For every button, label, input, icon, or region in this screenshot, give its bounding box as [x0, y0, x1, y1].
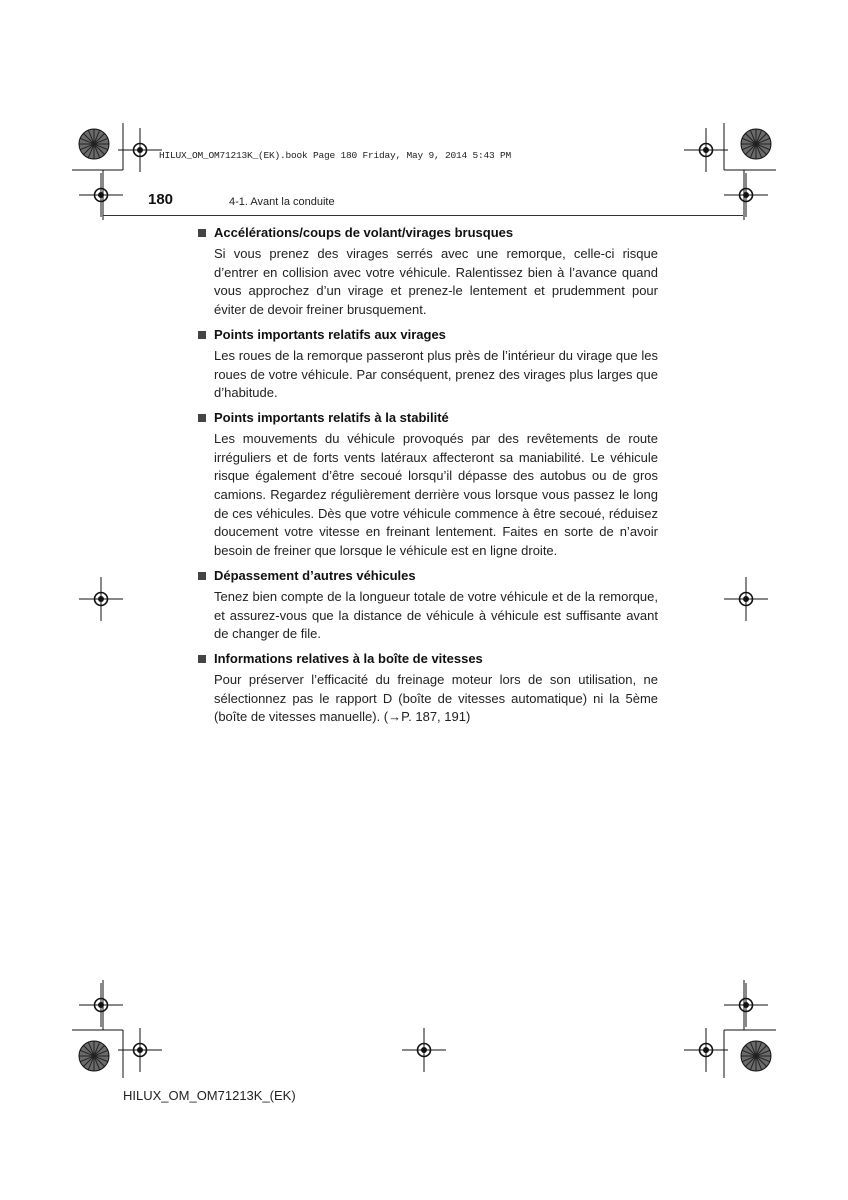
color-burst-bottom-left — [79, 1041, 109, 1071]
section-heading-text: Informations relatives à la boîte de vitesses — [214, 650, 483, 666]
square-bullet-icon — [198, 572, 206, 580]
section-body — [196, 671, 658, 727]
color-burst-top-left — [79, 129, 109, 159]
square-bullet-icon — [198, 229, 206, 237]
registration-mark-bottom-right — [684, 1028, 728, 1072]
section-title: 4-1. Avant la conduite — [229, 196, 335, 208]
square-bullet-icon — [198, 655, 206, 663]
section-heading — [196, 409, 658, 427]
section-heading — [196, 567, 658, 585]
section-heading-text: Points importants relatifs à la stabilité — [214, 409, 449, 425]
section-paragraph: Les roues de la remorque passeront plus près de l’intérieur du virage que les roues de votre véhicule. Par conséquent, prenez des virages plus larges que d’habitude. — [214, 347, 658, 401]
section-heading — [196, 650, 658, 668]
section-body — [196, 588, 658, 644]
footer-document-code: HILUX_OM_OM71213K_(EK) — [123, 1088, 296, 1103]
section-heading-text: Dépassement d’autres véhicules — [214, 567, 416, 583]
print-header: HILUX_OM_OM71213K_(EK).book Page 180 Friday, May 9, 2014 5:43 PM — [159, 150, 512, 161]
registration-mark-right-middle — [724, 577, 768, 621]
section-body — [196, 245, 658, 320]
registration-mark-bottom-center — [402, 1028, 446, 1072]
section-paragraph: Tenez bien compte de la longueur totale de votre véhicule et de la remorque, et assurez-vous que la distance de véhicule à véhicule est suffisante avant de changer de file. — [214, 588, 658, 642]
section-paragraph: Pour préserver l’efficacité du freinage moteur lors de son utilisation, ne sélectionnez pas le rapport D (boîte de vitesses automatique) ni la 5ème (boîte de vitesses manuelle). (→P. 187, 191) — [214, 671, 658, 725]
section-heading-text: Accélérations/coups de volant/virages brusques — [214, 225, 514, 240]
page-number: 180 — [148, 191, 174, 208]
page-content — [196, 224, 658, 733]
registration-mark-top-left-lower — [79, 173, 123, 217]
section-heading — [196, 326, 658, 344]
section-body — [196, 430, 658, 561]
section-turning — [196, 326, 658, 403]
section-passing — [196, 567, 658, 644]
color-burst-top-right — [741, 129, 771, 159]
color-burst-bottom-right — [741, 1041, 771, 1071]
registration-mark-top-right — [684, 128, 728, 172]
square-bullet-icon — [198, 331, 206, 339]
section-paragraph: Les mouvements du véhicule provoqués par des revêtements de route irréguliers et de forts vents latéraux affecteront sa maniabilité. Le véhicule risque également d’être secoué lorsqu’il dépasse des autobus ou de gros camions. Regardez régulièrement derrière vous lorsque vous passez le long de ces véhicules. Dès que votre véhicule commence à être secoué, réduisez doucement votre vitesse en freinant lentement. Faites en sorte de n’avoir besoin de freiner que lorsque le véhicule est en ligne droite. — [214, 430, 658, 559]
section-heading — [196, 224, 658, 242]
section-heading-text: Points importants relatifs aux virages — [214, 326, 446, 342]
registration-mark-top-right-lower — [724, 173, 768, 217]
square-bullet-icon — [198, 414, 206, 422]
header-rule — [103, 215, 743, 216]
registration-mark-bottom-left-upper — [79, 983, 123, 1027]
section-transmission — [196, 650, 658, 727]
registration-mark-bottom-left — [118, 1028, 162, 1072]
section-stability — [196, 409, 658, 561]
registration-mark-top-left — [118, 128, 162, 172]
section-paragraph: Si vous prenez des virages serrés avec une remorque, celle-ci risque d’entrer en collision avec votre véhicule. Ralentissez bien à l’avance quand vous approchez d’un virage et prenez-le lentement et prudemment pour éviter de devoir freiner brusquement. — [214, 246, 658, 318]
registration-mark-left-middle — [79, 577, 123, 621]
registration-mark-bottom-right-upper — [724, 983, 768, 1027]
section-body — [196, 347, 658, 403]
section-sudden-maneuvers — [196, 224, 658, 320]
